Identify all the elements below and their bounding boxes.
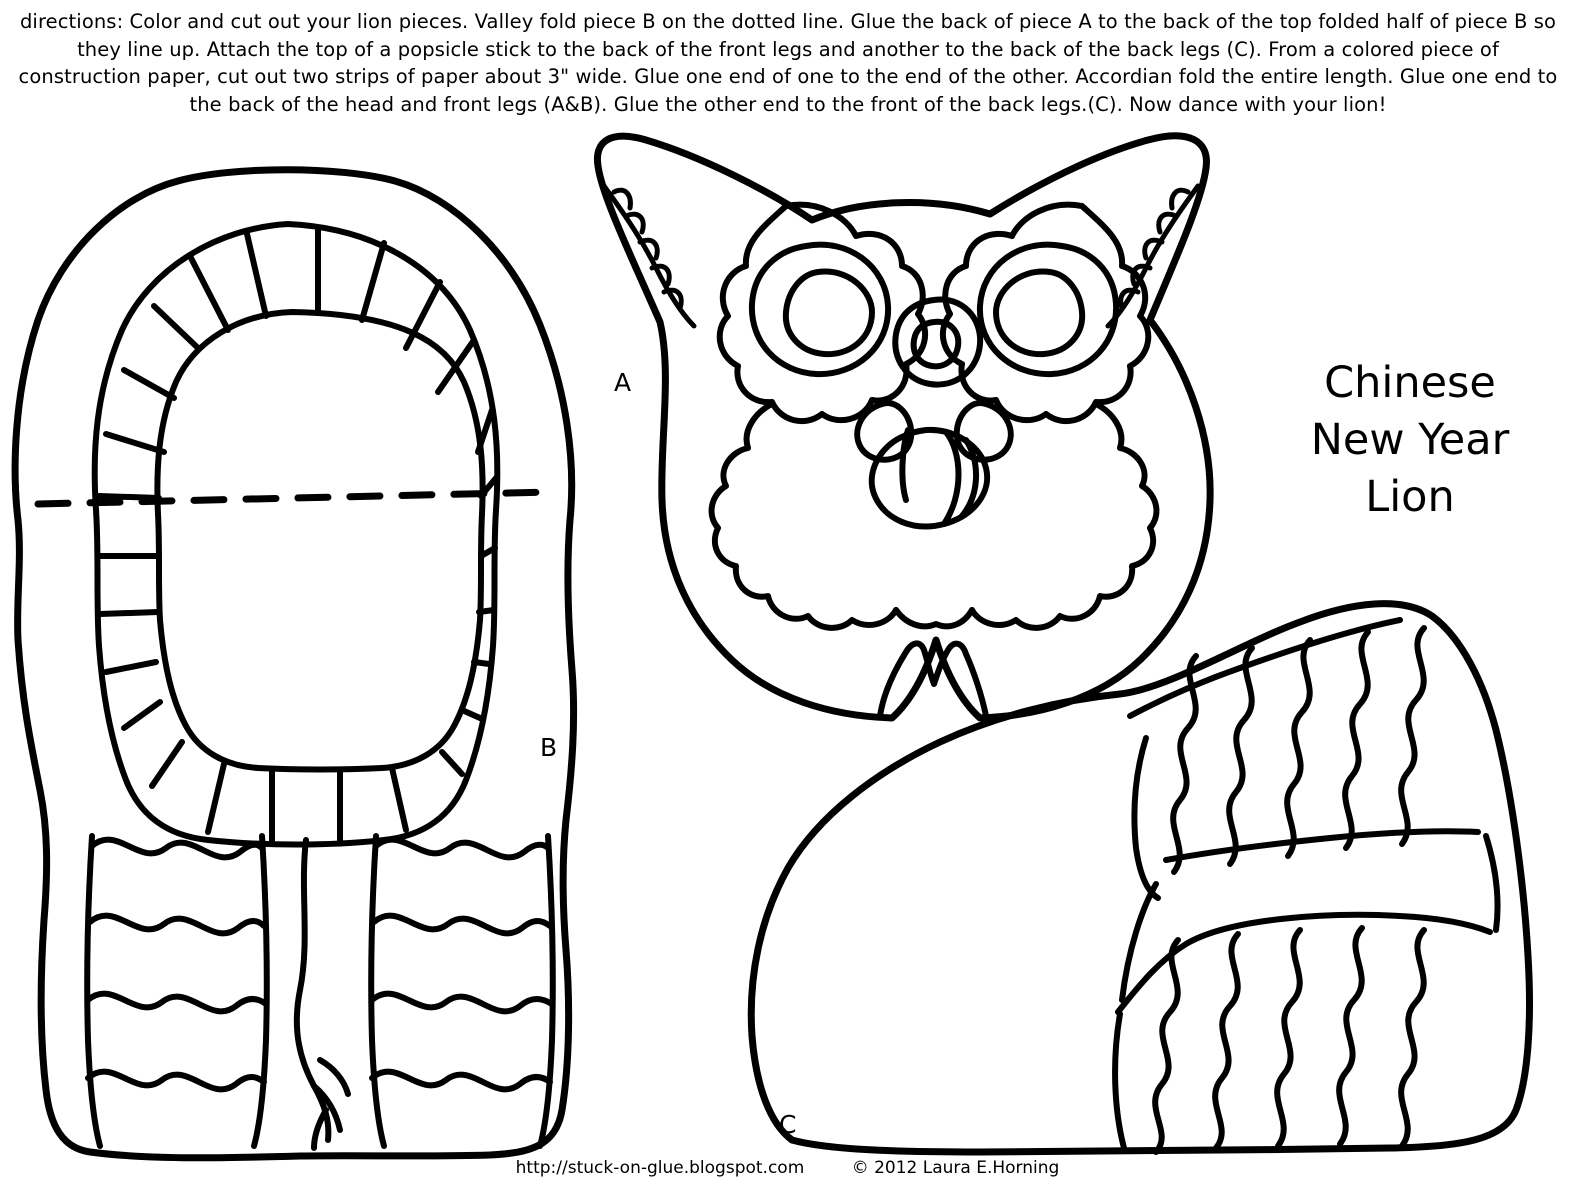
piece-c-hind-legs-outline: [751, 604, 1529, 1152]
dashed-valley-fold-line: [38, 492, 552, 504]
lion-forehead-jewel: [895, 300, 980, 385]
page-title: [1265, 355, 1555, 525]
title-line-1: Chinese: [1324, 358, 1496, 408]
lion-mane-ring: [95, 224, 498, 845]
copyright-notice: © 2012 Laura E.Horning: [851, 1158, 1060, 1178]
lion-cheek-fur: [712, 404, 1157, 628]
lion-front-legs: [87, 836, 553, 1148]
lion-muzzle-nose: [857, 403, 1011, 526]
lion-chin-fur: [880, 643, 986, 716]
piece-b-front-half-outline: [15, 170, 573, 1158]
piece-label-a: A: [614, 368, 632, 397]
source-url[interactable]: http://stuck-on-glue.blogspot.com: [515, 1158, 805, 1178]
piece-label-b: B: [540, 733, 558, 762]
lion-eye-puffs: [720, 205, 1149, 421]
piece-label-c: C: [779, 1110, 797, 1139]
lion-hind-leg-fur: [1115, 620, 1497, 1152]
directions-text: directions: Color and cut out your lion pieces. Valley fold piece B on the dotted line. Glue the back of piece A to the back of the top folded half of piece B so they line up. Attach the top of a popsicle stick to the back of the front legs and another to the back of the back legs (C). From a colored piece of construction paper, cut out two strips of paper about 3" wide. Glue one end of one to the end of the other. Accordian fold the entire length. Glue one end to the back of the head and front legs (A&B). Glue the other end to the front of the back legs.(C). Now dance with your lion!: [18, 10, 1558, 117]
piece-a-head-outline: [597, 136, 1210, 718]
footer: [0, 1158, 1575, 1178]
title-line-3: Lion: [1365, 471, 1455, 522]
title-line-2: New Year: [1310, 414, 1510, 465]
lion-ear-fur: [604, 186, 1198, 326]
